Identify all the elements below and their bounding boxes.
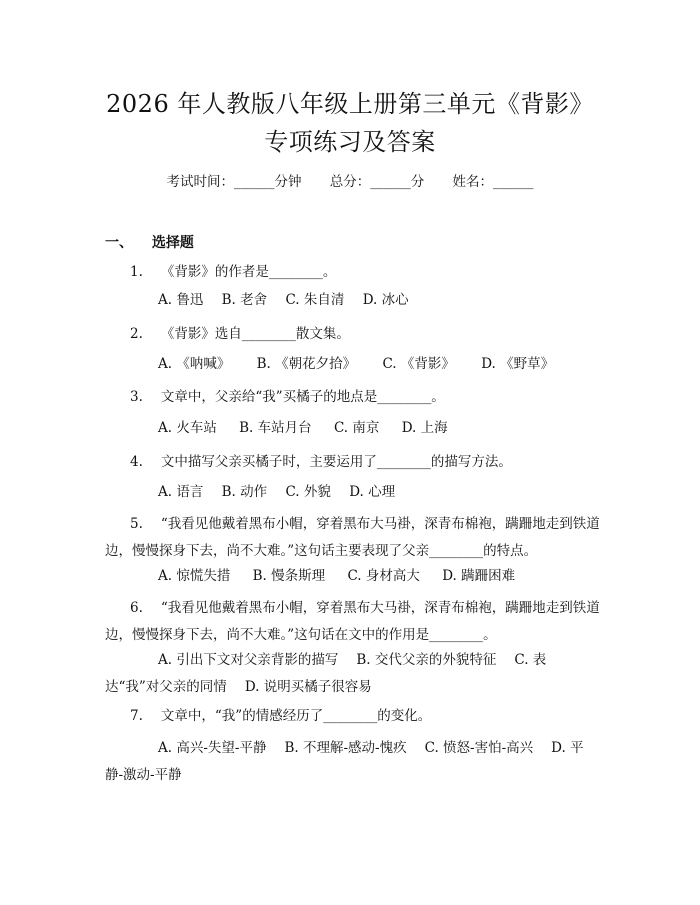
option-b: B. 慢条斯理	[252, 568, 326, 584]
question-text: 文章中，父亲给“我”买橘子的地点是________。	[160, 389, 445, 405]
question-text: 文章中，“我”的情感经历了________的变化。	[160, 708, 432, 724]
question-7	[130, 703, 600, 730]
question-1	[130, 259, 600, 286]
question-number: 3.	[130, 389, 143, 405]
option-b: B. 动作	[221, 484, 268, 500]
option-a: A. 语言	[158, 484, 204, 500]
option-d: D. 上海	[401, 420, 448, 436]
section-number: 一、	[105, 235, 133, 251]
question-number: 6.	[130, 600, 143, 616]
option-a: A. 《呐喊》	[158, 356, 231, 372]
option-a: A. 鲁迅	[158, 292, 204, 308]
question-text: 《背影》的作者是________。	[160, 264, 337, 280]
question-text: 《背影》选自________散文集。	[160, 326, 350, 342]
question-6-options	[105, 647, 600, 701]
document-title-line-2: 专项练习及答案	[264, 128, 436, 156]
question-text: “我看见他戴着黑布小帽，穿着黑布大马褂，深青布棉袍，蹒跚地走到铁道边，慢慢探身下去，尚不大难。”这句话主要表现了父亲________的特点。	[105, 516, 600, 559]
question-text: 文中描写父亲买橘子时，主要运用了________的描写方法。	[160, 454, 512, 470]
section-title: 选择题	[151, 235, 194, 251]
section-heading	[105, 232, 194, 252]
option-d: D. 《野草》	[481, 356, 555, 372]
question-text: “我看见他戴着黑布小帽，穿着黑布大马褂，深青布棉袍，蹒跚地走到铁道边，慢慢探身下去，尚不大难。”这句话在文中的作用是________。	[105, 600, 600, 643]
option-c: C. 外貌	[285, 484, 331, 500]
question-3-options	[158, 415, 620, 442]
question-number: 7.	[130, 708, 143, 724]
option-c: C. 愤怒-害怕-高兴	[424, 740, 534, 756]
option-a: A. 火车站	[158, 420, 217, 436]
option-d: D. 冰心	[362, 292, 409, 308]
option-a: A. 惊慌失措	[158, 568, 231, 584]
option-d: D. 蹒跚困难	[442, 568, 516, 584]
document-title-line-1: 2026 年人教版八年级上册第三单元《背影》	[106, 90, 594, 118]
option-b: B. 交代父亲的外貌特征	[356, 652, 497, 668]
option-b: B. 老舍	[221, 292, 268, 308]
question-2	[130, 321, 600, 348]
option-c: C. 身材高大	[347, 568, 420, 584]
question-1-options	[158, 287, 620, 314]
question-6	[105, 595, 600, 649]
option-b: B. 《朝花夕拾》	[256, 356, 357, 372]
option-a: A. 引出下文对父亲背影的描写	[158, 652, 339, 668]
question-4	[130, 449, 600, 476]
option-c: C. 《背影》	[382, 356, 455, 372]
question-number: 2.	[130, 326, 143, 342]
question-5	[105, 511, 600, 565]
option-b: B. 车站月台	[239, 420, 312, 436]
option-c: C. 表达“我”对父亲的同情	[105, 652, 547, 695]
option-d: D. 心理	[349, 484, 396, 500]
question-2-options	[158, 351, 620, 378]
option-d: D. 平静-激动-平静	[105, 740, 584, 783]
total-score-field: 总分：______分	[329, 174, 425, 190]
student-name-field: 姓名：______	[452, 174, 534, 190]
question-5-options	[158, 563, 620, 590]
option-d: D. 说明买橘子很容易	[244, 679, 372, 695]
question-number: 1.	[130, 264, 143, 280]
option-a: A. 高兴-失望-平静	[158, 740, 267, 756]
exam-time-field: 考试时间：______分钟	[166, 174, 302, 190]
option-c: C. 朱自清	[285, 292, 345, 308]
question-7-options	[105, 735, 600, 789]
question-number: 4.	[130, 454, 143, 470]
question-4-options	[158, 479, 620, 506]
question-number: 5.	[130, 516, 143, 532]
exam-meta	[0, 170, 700, 190]
question-3	[130, 384, 600, 411]
option-c: C. 南京	[333, 420, 380, 436]
option-b: B. 不理解-感动-愧疚	[284, 740, 407, 756]
